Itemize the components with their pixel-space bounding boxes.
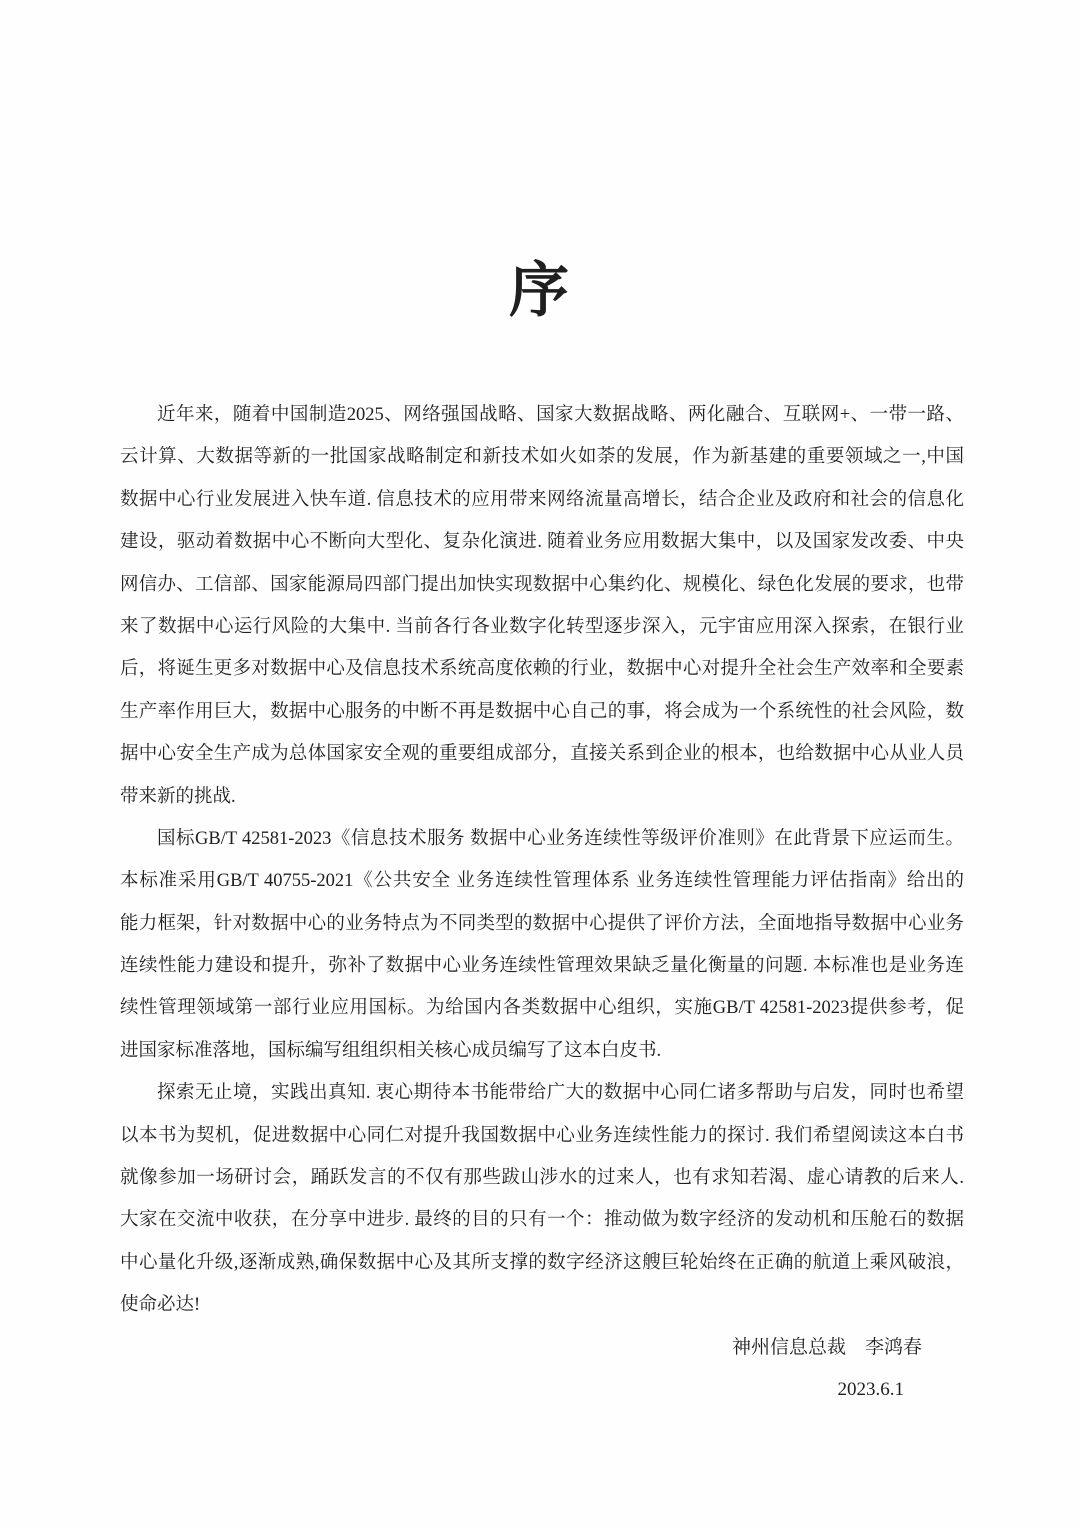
page-title: 序 (509, 258, 571, 324)
paragraph-line: 生产率作用巨大，数据中心服务的中断不再是数据中心自己的事，将会成为一个系统性的社会风险，数 (120, 701, 964, 722)
paragraph (120, 818, 964, 1072)
paragraph-line: 大家在交流中收获，在分享中进步. 最终的目的只有一个：推动做为数字经济的发动机和压舱石的数据 (120, 1210, 964, 1231)
paragraph-line: 带来新的挑战. (120, 786, 236, 807)
paragraph-line: 连续性能力建设和提升，弥补了数据中心业务连续性管理效果缺乏量化衡量的问题. 本标准也是业务连 (120, 956, 964, 977)
paragraph-line: 网信办、工信部、国家能源局四部门提出加快实现数据中心集约化、规模化、绿色化发展的要求，也带 (120, 574, 964, 595)
paragraph-line: 云计算、大数据等新的一批国家战略制定和新技术如火如荼的发展，作为新基建的重要领域之一,中国 (120, 447, 964, 468)
paragraphs (120, 394, 964, 1327)
date-line: 2023.6.1 (837, 1378, 904, 1400)
paragraph-line: 建设，驱动着数据中心不断向大型化、复杂化演进. 随着业务应用数据大集中，以及国家发改委、中央 (120, 532, 964, 553)
paragraph-line: 近年来，随着中国制造2025、网络强国战略、国家大数据战略、两化融合、互联网+、一带一路、 (157, 405, 964, 425)
paragraph-line: 中心量化升级,逐渐成熟,确保数据中心及其所支撑的数字经济这艘巨轮始终在正确的航道上乘风破浪， (120, 1252, 964, 1273)
paragraph-line: 续性管理领域第一部行业应用国标。为给国内各类数据中心组织，实施GB/T 42581-2023提供参考，促 (120, 998, 964, 1019)
paragraph-line: 能力框架，针对数据中心的业务特点为不同类型的数据中心提供了评价方法，全面地指导数据中心业务 (120, 913, 964, 934)
paragraph-line: 后，将诞生更多对数据中心及信息技术系统高度依赖的行业，数据中心对提升全社会生产效率和全要素 (120, 659, 964, 680)
paragraph-line: 以本书为契机，促进数据中心同仁对提升我国数据中心业务连续性能力的探讨. 我们希望阅读这本白书 (120, 1125, 964, 1146)
paragraph (120, 1072, 964, 1326)
paragraph-line: 就像参加一场研讨会，踊跃发言的不仅有那些跋山涉水的过来人，也有求知若渴、虚心请教的后来人. (120, 1168, 964, 1189)
paragraph (120, 394, 964, 818)
paragraph-line: 探索无止境，实践出真知. 衷心期待本书能带给广大的数据中心同仁诸多帮助与启发，同时也希望 (157, 1083, 964, 1104)
signature-line: 神州信息总裁 李鸿春 (731, 1336, 922, 1358)
paragraph-line: 进国家标准落地，国标编写组组织相关核心成员编写了这本白皮书. (120, 1040, 662, 1061)
paragraph-line: 本标准采用GB/T 40755-2021《公共安全 业务连续性管理体系 业务连续性管理能力评估指南》给出的 (120, 871, 964, 892)
paragraph-line: 数据中心行业发展进入快车道. 信息技术的应用带来网络流量高增长，结合企业及政府和社会的信息化 (120, 489, 964, 510)
preface-body (120, 394, 964, 1411)
paragraph-line: 国标GB/T 42581-2023《信息技术服务 数据中心业务连续性等级评价准则》在此背景下应运而生。 (157, 828, 964, 849)
paragraph-line: 据中心安全生产成为总体国家安全观的重要组成部分，直接关系到企业的根本，也给数据中心从业人员 (120, 744, 964, 765)
paragraph-line: 来了数据中心运行风险的大集中. 当前各行各业数字化转型逐步深入，元宇宙应用深入探索，在银行业 (120, 616, 964, 637)
paragraph-line: 使命必达! (120, 1295, 201, 1316)
